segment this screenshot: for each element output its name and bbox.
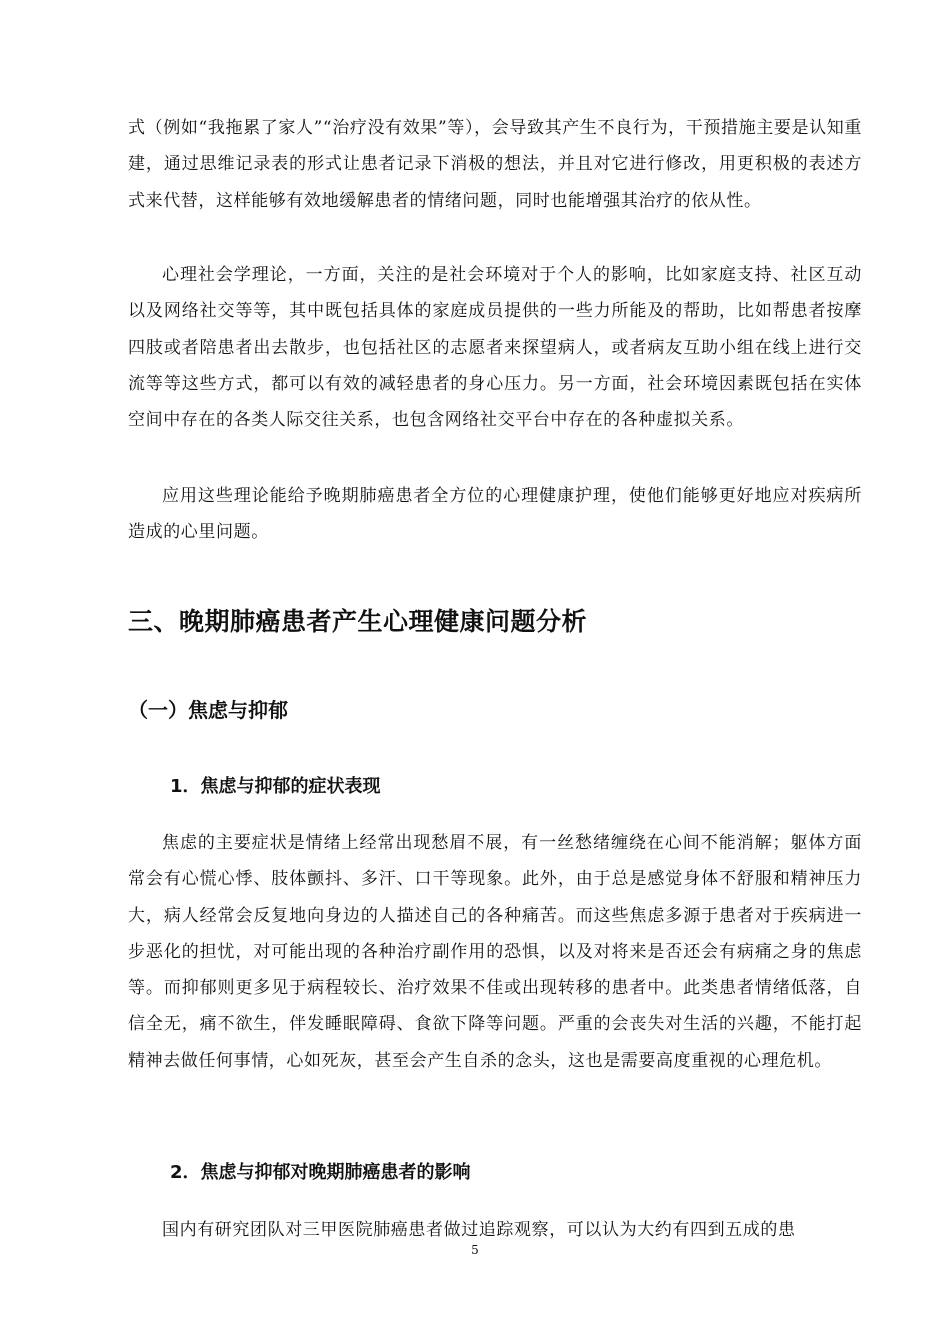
section-heading: 三、晚期肺癌患者产生心理健康问题分析 — [128, 607, 588, 636]
subsection-heading: （一）焦虑与抑郁 — [128, 698, 288, 722]
paragraph-psychosocial-theory: 心理社会学理论，一方面，关注的是社会环境对于个人的影响，比如家庭支持、社区互动以及网络社交等等，其中既包括具体的家庭成员提供的一些力所能及的帮助，比如帮患者按摩四肢或者陪患者出去散步，也包括社区的志愿者来探望病人，或者病友互助小组在线上进行交流等等这些方式，都可以有效的减轻患者的身心压力。另一方面，社会环境因素既包括在实体空间中存在的各类人际交往关系，也包含网络社交平台中存在的各种虚拟关系。 — [128, 265, 862, 431]
subsubsection-heading-impact: 2．焦虑与抑郁对晚期肺癌患者的影响 — [170, 1162, 471, 1183]
page-number: 5 — [471, 1243, 479, 1257]
paragraph-theory-application: 应用这些理论能给予晚期肺癌患者全方位的心理健康护理，使他们能够更好地应对疾病所造成的心里问题。 — [128, 486, 862, 543]
paragraph-impact: 国内有研究团队对三甲医院肺癌患者做过追踪观察，可以认为大约有四到五成的患 — [162, 1220, 796, 1240]
paragraph-cbt-continuation: 式（例如“我拖累了家人”“治疗没有效果”等），会导致其产生不良行为，干预措施主要是认知重建，通过思维记录表的形式让患者记录下消极的想法，并且对它进行修改，用更积极的表述方式来代替，这样能够有效地缓解患者的情绪问题，同时也能增强其治疗的依从性。 — [128, 118, 862, 211]
paragraph-symptoms: 焦虑的主要症状是情绪上经常出现愁眉不展，有一丝愁绪缠绕在心间不能消解；躯体方面常会有心慌心悸、肢体颤抖、多汗、口干等现象。此外，由于总是感觉身体不舒服和精神压力大，病人经常会反复地向身边的人描述自己的各种痛苦。而这些焦虑多源于患者对于疾病进一步恶化的担忧，对可能出现的各种治疗副作用的恐惧，以及对将来是否还会有病痛之身的焦虑等。而抑郁则更多见于病程较长、治疗效果不佳或出现转移的患者中。此类患者情绪低落，自信全无，痛不欲生，伴发睡眠障碍、食欲下降等问题。严重的会丧失对生活的兴趣，不能打起精神去做任何事情，心如死灰，甚至会产生自杀的念头，这也是需要高度重视的心理危机。 — [128, 833, 862, 1071]
subsubsection-heading-symptoms: 1．焦虑与抑郁的症状表现 — [170, 776, 381, 797]
